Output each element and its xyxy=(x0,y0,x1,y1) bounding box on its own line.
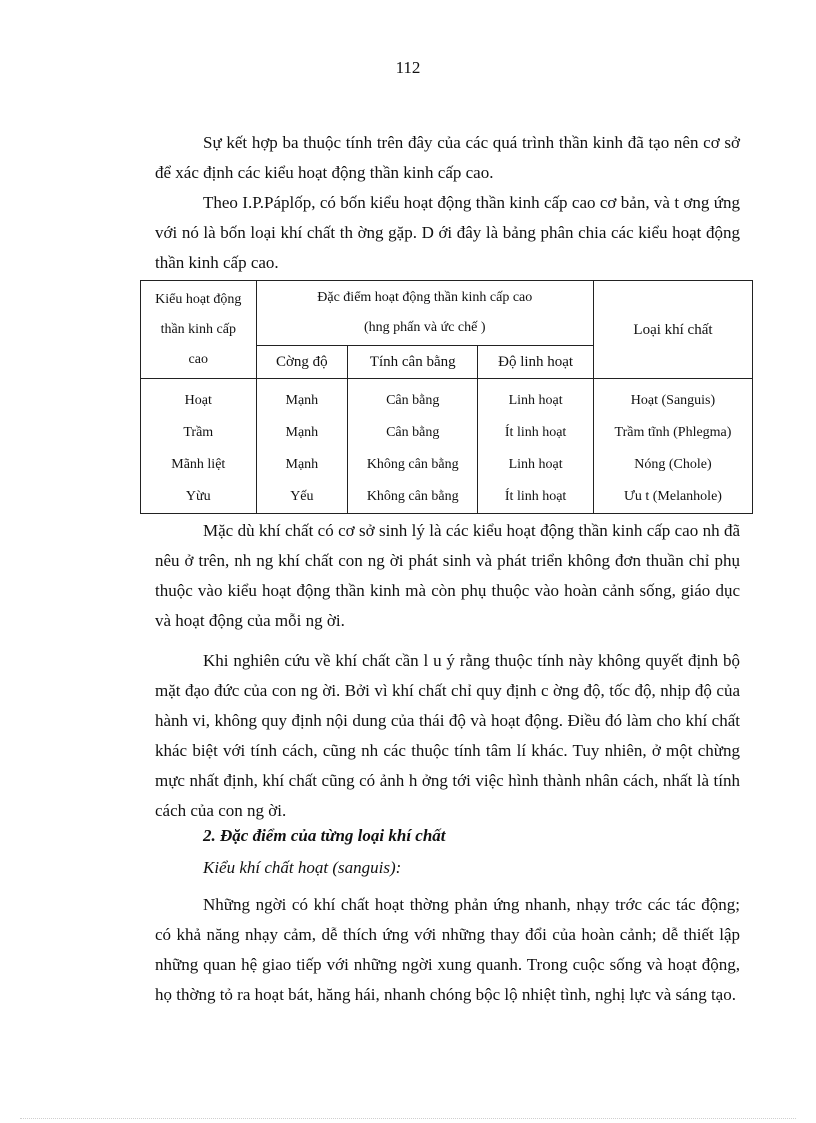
section-heading: 2. Đặc điểm của từng loại khí chất xyxy=(203,826,446,845)
header-nervous-type-line3: cao xyxy=(188,351,208,367)
cell-strength: Mạnh xyxy=(285,457,319,472)
cell-type: Trầm xyxy=(183,425,214,440)
paragraph-4-text: Khi nghiên cứu về khí chất cần l u ý rằng thuộc tính này không quyết định bộ mặt đạo đức của con ng ời. Bởi vì khí chất chỉ quy định c ờng độ, tốc độ, nhịp độ của hành vi, không quy định nội dung của thái độ và hoạt động. Điều đó làm cho khí chất khác biệt với tính cách, cũng nh các thuộc tính tâm lí khác. Tuy nhiên, ở một chừng mực nhất định, khí chất cũng có ảnh h ởng tới việc hình thành nhân cách, nhất là tính cách của con ng ời. xyxy=(155,651,740,820)
cell-mobility: Ít linh hoạt xyxy=(504,489,567,504)
header-nervous-type xyxy=(141,281,257,379)
column-nervous-type xyxy=(141,379,257,514)
cell-type: Mãnh liệt xyxy=(171,457,226,472)
column-balance xyxy=(348,379,478,514)
page-number: 112 xyxy=(395,58,421,77)
paragraph-3-text: Mặc dù khí chất có cơ sở sinh lý là các kiểu hoạt động thần kinh cấp cao nh đã nêu ở trên, nh ng khí chất con ng ời phát sinh và phát triển không đơn thuần chỉ phụ thuộc vào kiểu hoạt động thần kinh mà còn phụ thuộc vào hoàn cảnh sống, giáo dục và hoạt động của mỗi ng ời. xyxy=(155,521,740,630)
cell-type: Yừu xyxy=(185,489,211,504)
cell-strength: Mạnh xyxy=(285,393,319,408)
cell-temperament: Trầm tĩnh (Phlegma) xyxy=(614,425,732,440)
cell-temperament: Nóng (Chole) xyxy=(634,457,712,472)
cell-strength: Mạnh xyxy=(285,425,319,440)
header-group-line2: (hng phấn và ức chế ) xyxy=(364,320,486,335)
header-strength: Cờng độ xyxy=(256,346,348,379)
subheading: Kiểu khí chất hoạt (sanguis): xyxy=(203,858,402,877)
paragraph-2-text: Theo I.P.Páplốp, có bốn kiểu hoạt động thần kinh cấp cao cơ bản, và t ơng ứng với nó là bốn loại khí chất th ờng gặp. D ới đây là bảng phân chia các kiểu hoạt động thần kinh cấp cao. xyxy=(155,193,740,272)
column-temperament xyxy=(593,379,752,514)
paragraph-1 xyxy=(155,128,740,188)
header-balance: Tính cân bằng xyxy=(348,346,478,379)
header-group-line1: Đặc điểm hoạt động thần kinh cấp cao xyxy=(317,290,533,305)
header-mobility: Độ linh hoạt xyxy=(478,346,594,379)
header-nervous-type-line2: thần kinh cấp xyxy=(160,321,236,337)
paragraph-2 xyxy=(155,188,740,278)
paragraph-3 xyxy=(155,516,740,636)
column-mobility xyxy=(478,379,594,514)
cell-balance: Cân bằng xyxy=(386,393,440,408)
table-data-row xyxy=(141,379,753,514)
cell-mobility: Ít linh hoạt xyxy=(504,425,567,440)
cell-strength: Yếu xyxy=(290,489,314,504)
header-temperament: Loại khí chất xyxy=(593,281,752,379)
header-nervous-type-line1: Kiểu hoạt động xyxy=(155,291,242,307)
header-characteristics-group xyxy=(256,281,593,346)
cell-type: Hoạt xyxy=(184,393,212,408)
cell-temperament: Ưu t (Melanhole) xyxy=(624,489,722,504)
cell-balance: Không cân bằng xyxy=(366,457,459,472)
cell-mobility: Linh hoạt xyxy=(508,393,563,408)
cell-balance: Cân bằng xyxy=(386,425,440,440)
cell-temperament: Hoạt (Sanguis) xyxy=(630,393,716,408)
page-bottom-border xyxy=(20,1118,796,1119)
cell-balance: Không cân bằng xyxy=(366,489,459,504)
paragraph-5 xyxy=(155,890,740,1010)
column-strength xyxy=(256,379,348,514)
paragraph-5-text: Những ngời có khí chất hoạt thờng phản ứng nhanh, nhạy trớc các tác động; có khả năng nhạy cảm, dễ thích ứng với những thay đổi của hoàn cảnh; dễ thiết lập những quan hệ giao tiếp với những ngời xung quanh. Trong cuộc sống và hoạt động, họ thờng tỏ ra hoạt bát, hăng hái, nhanh chóng bộc lộ nhiệt tình, nghị lực và sáng tạo. xyxy=(155,895,740,1004)
paragraph-4 xyxy=(155,646,740,826)
paragraph-1-text: Sự kết hợp ba thuộc tính trên đây của các quá trình thần kinh đã tạo nên cơ sở để xác định các kiểu hoạt động thần kinh cấp cao. xyxy=(155,133,740,182)
temperament-table xyxy=(140,280,753,514)
cell-mobility: Linh hoạt xyxy=(508,457,563,472)
